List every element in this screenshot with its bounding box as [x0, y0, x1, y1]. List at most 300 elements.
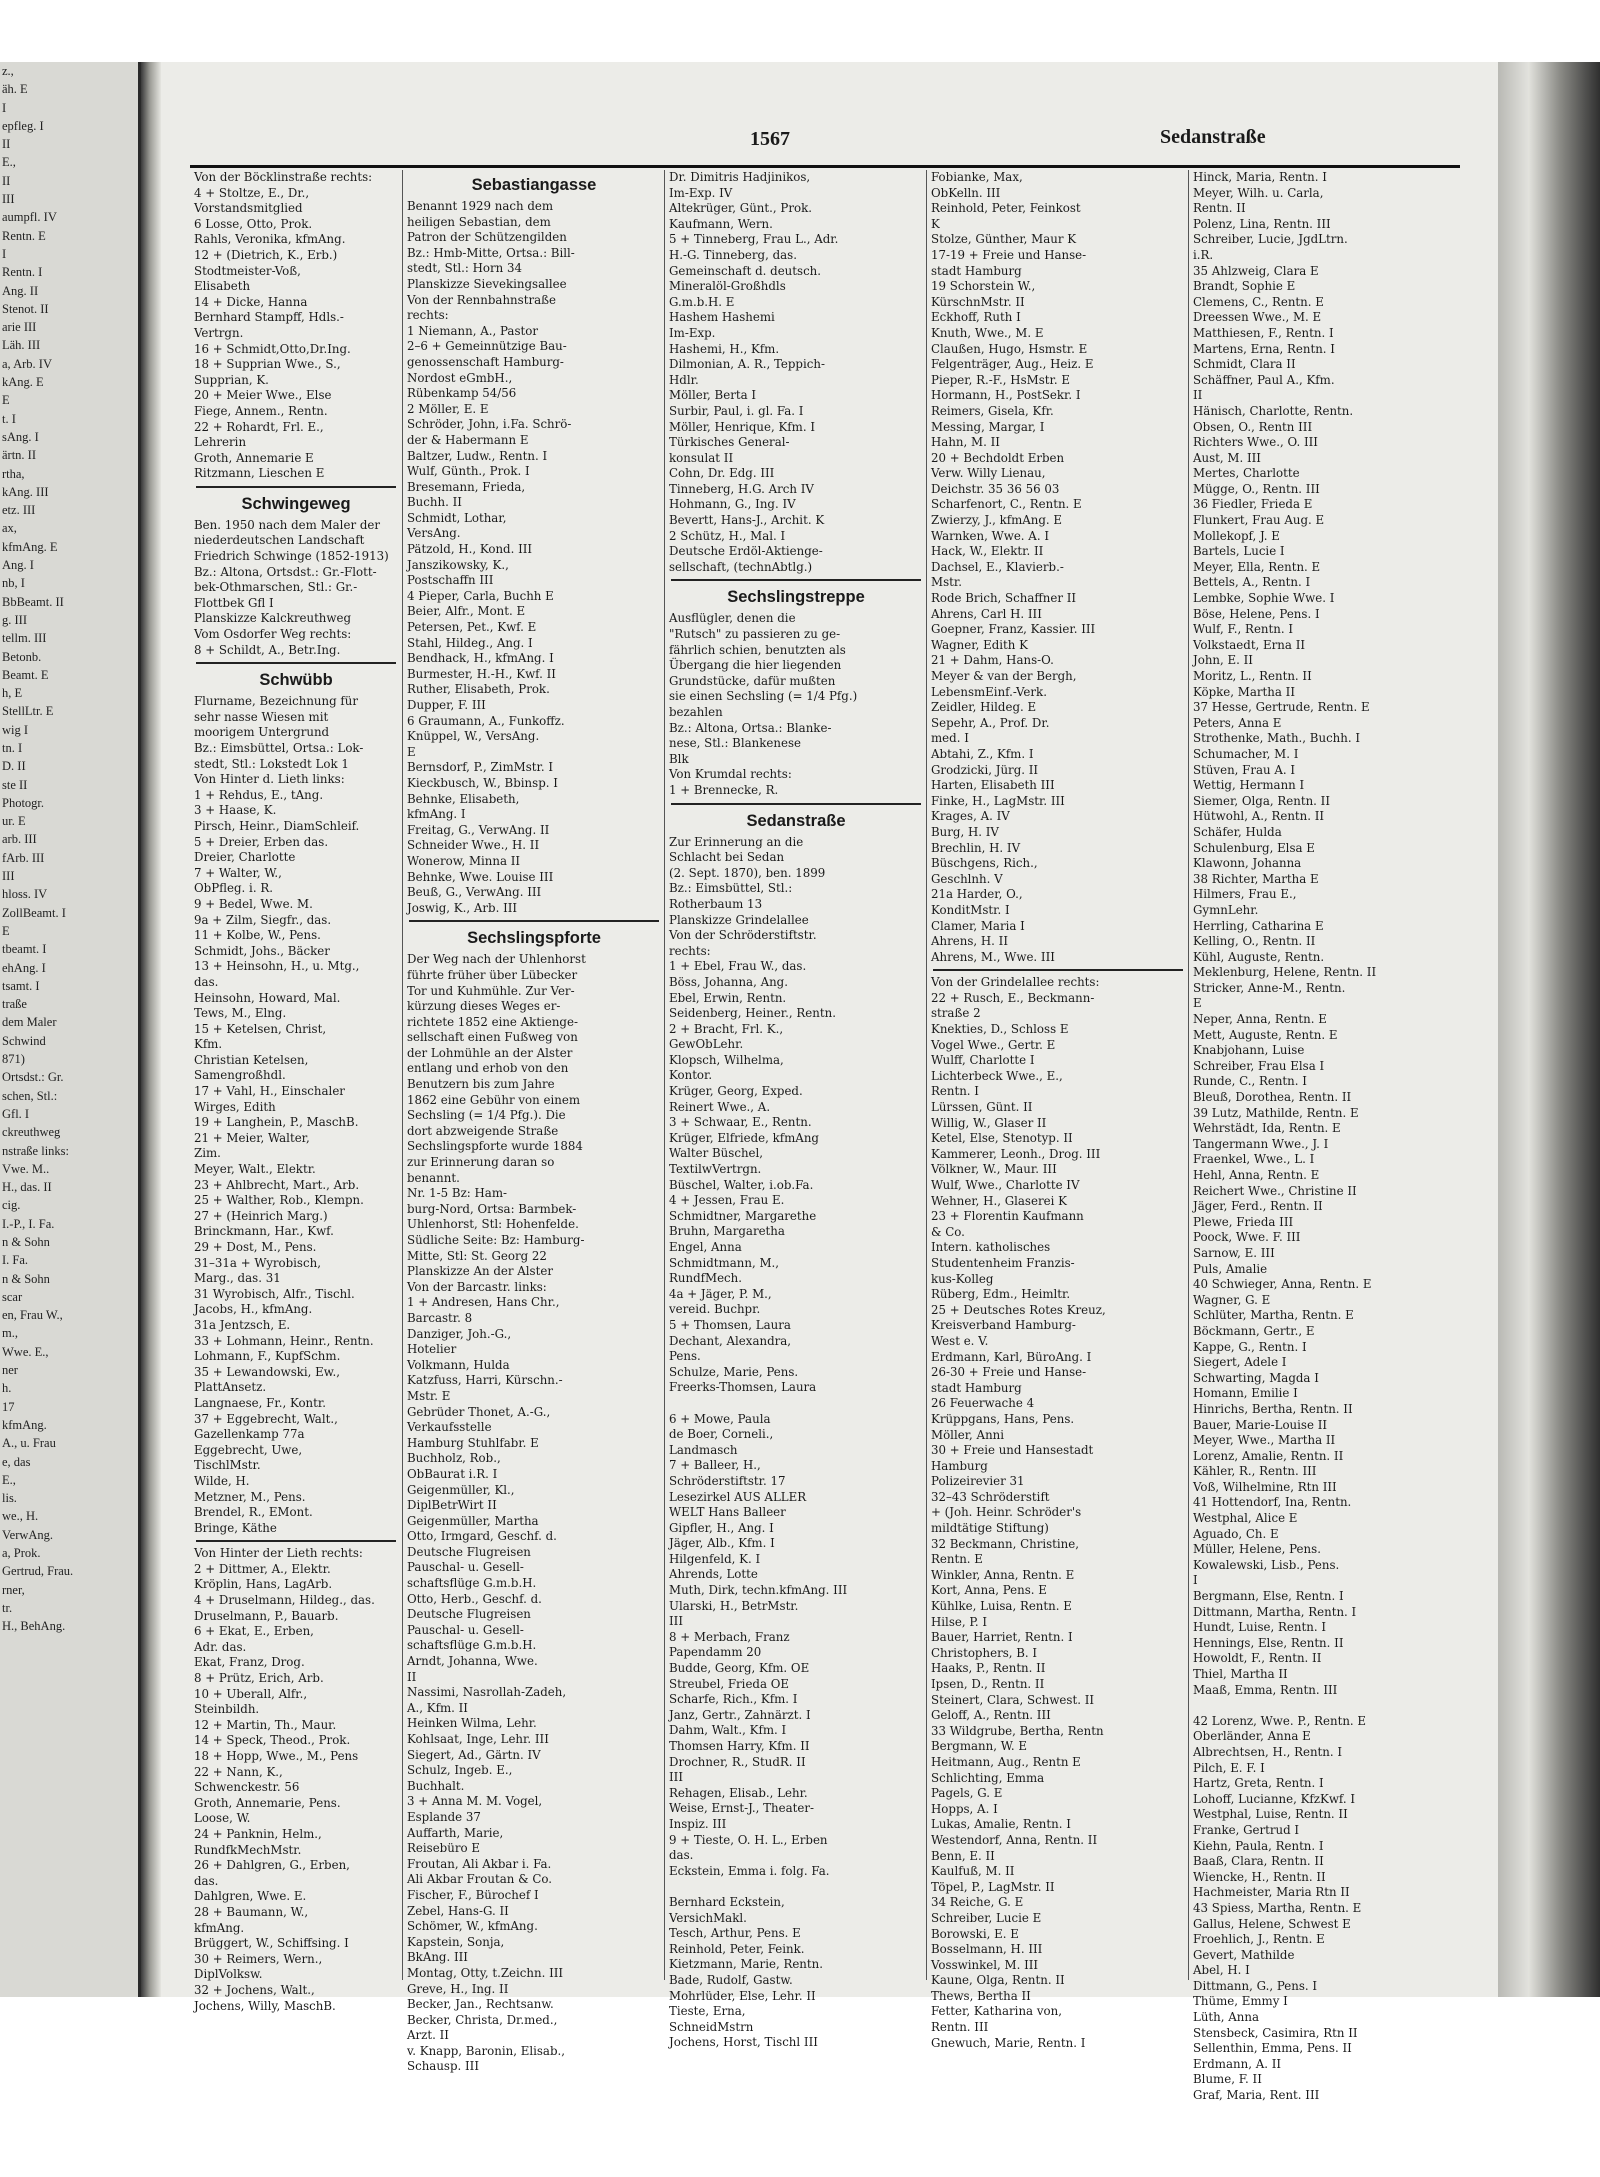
left-page-fragment: Schwind: [2, 1033, 46, 1048]
left-page-fragment: H., BehAng.: [2, 1619, 66, 1634]
directory-line: Von Krumdal rechts:: [669, 767, 792, 782]
directory-line: Bresemann, Frieda,: [407, 479, 526, 494]
directory-line: Von der Barcastr. links:: [407, 1279, 547, 1294]
directory-line: Möller, Henrique, Kfm. I: [669, 419, 815, 434]
directory-line: Stolze, Günther, Maur K: [931, 232, 1077, 247]
directory-line: Rotherbaum 13: [669, 896, 763, 911]
directory-line: Volkstaedt, Erna II: [1193, 637, 1306, 652]
directory-line: Gevert, Mathilde: [1193, 1947, 1295, 1962]
directory-line: Blk: [669, 751, 689, 766]
left-page-fragment: BbBeamt. II: [2, 594, 64, 609]
directory-line: 17 + Vahl, H., Einschaler: [194, 1084, 345, 1099]
left-page-fragment: Gertrud, Frau.: [2, 1564, 74, 1579]
directory-line: Obsen, O., Rentn III: [1193, 419, 1313, 434]
left-page-fragment: e, das: [2, 1454, 31, 1469]
directory-line: Brendel, R., EMont.: [194, 1505, 313, 1520]
directory-line: Gemeinschaft d. deutsch.: [669, 263, 822, 278]
directory-line: Goepner, Franz, Kassier. III: [931, 622, 1096, 637]
directory-line: Felgenträger, Aug., Heiz. E: [931, 357, 1094, 372]
directory-line: Mügge, O., Rentn. III: [1193, 481, 1320, 496]
directory-line: kfmAng.: [194, 1920, 245, 1935]
directory-line: Jacobs, H., kfmAng.: [194, 1302, 313, 1317]
directory-line: II: [407, 1669, 417, 1684]
directory-line: Metzner, M., Pens.: [194, 1489, 306, 1504]
directory-line: Lüth, Anna: [1193, 2010, 1260, 2025]
directory-line: Wilde, H.: [194, 1473, 250, 1488]
directory-line: de Boer, Corneli.,: [669, 1427, 774, 1442]
directory-line: Surbir, Paul, i. gl. Fa. I: [669, 403, 804, 418]
directory-line: Hilmers, Frau E.,: [1193, 887, 1297, 902]
directory-line: Kelling, O., Rentn. II: [1193, 934, 1316, 949]
directory-line: Janz, Gertr., Zahnärzt. I: [669, 1707, 811, 1722]
directory-line: Adr. das.: [194, 1639, 247, 1654]
left-page-fragment: StellLtr. E: [2, 704, 54, 719]
directory-line: [1189, 1698, 1461, 1714]
directory-line: Strothenke, Math., Buchh. I: [1193, 731, 1361, 746]
directory-line: Dechant, Alexandra,: [669, 1333, 792, 1348]
directory-line: Bauer, Harriet, Rentn. I: [931, 1630, 1073, 1645]
directory-line: Dupper, F. III: [407, 698, 486, 712]
directory-line: Abel, H. I: [1193, 1963, 1250, 1978]
page-number: 1567: [750, 128, 790, 150]
directory-line: Benannt 1929 nach dem: [407, 199, 554, 213]
directory-line: Freerks-Thomsen, Laura: [669, 1380, 817, 1395]
directory-line: Lukas, Amalie, Rentn. I: [931, 1817, 1071, 1832]
directory-line: Pätzold, H., Kond. III: [407, 542, 533, 557]
directory-line: Clamer, Maria I: [931, 918, 1025, 933]
directory-line: 8 + Merbach, Franz: [669, 1629, 790, 1644]
directory-line: Hahn, M. II: [931, 435, 1000, 450]
directory-line: Auffarth, Marie,: [407, 1825, 504, 1840]
directory-line: Mstr. E: [407, 1388, 451, 1403]
directory-line: Pagels, G. E: [931, 1786, 1003, 1801]
directory-line: dort abzweigende Straße: [407, 1123, 559, 1138]
directory-line: Wulf, F., Rentn. I: [1193, 622, 1294, 637]
directory-line: Rüberg, Edm., Heimltr.: [931, 1287, 1071, 1302]
directory-line: Schlichting, Emma: [931, 1770, 1045, 1785]
section-rule: [671, 803, 921, 805]
directory-line: 6 + Mowe, Paula: [669, 1411, 771, 1426]
directory-line: GewObLehr.: [669, 1037, 744, 1052]
left-page-fragment: lis.: [2, 1491, 17, 1506]
directory-line: Bz.: Eimsbüttel, Ortsa.: Lok-: [194, 741, 364, 755]
directory-line: Ruther, Elisabeth, Prok.: [407, 682, 550, 697]
directory-line: Siegert, Ad., Gärtn. IV: [407, 1747, 541, 1762]
directory-line: Dilmonian, A. R., Teppich-: [669, 357, 825, 372]
directory-line: 1 + Brennecke, R.: [669, 782, 779, 797]
directory-line: 18 + Hopp, Wwe., M., Pens: [194, 1749, 359, 1763]
directory-line: (2. Sept. 1870), ben. 1899: [669, 865, 826, 880]
directory-line: 17-19 + Freie und Hanse-: [931, 247, 1087, 262]
directory-line: Hütwohl, A., Rentn. II: [1193, 809, 1325, 824]
directory-line: 4 + Jessen, Frau E.: [669, 1193, 785, 1208]
directory-line: Behnke, Wwe. Louise III: [407, 869, 554, 884]
directory-line: Zur Erinnerung an die: [669, 834, 804, 849]
directory-line: 21 + Dahm, Hans-O.: [931, 653, 1054, 668]
directory-line: Burmester, H.-H., Kwf. II: [407, 666, 556, 681]
directory-line: Stricker, Anne-M., Rentn.: [1193, 980, 1346, 995]
left-page-fragment: t. I: [2, 411, 16, 426]
directory-line: sellschaft einen Fußweg von: [407, 1030, 578, 1045]
directory-line: niederdeutschen Landschaft: [194, 533, 365, 548]
directory-line: Hinrichs, Bertha, Rentn. II: [1193, 1401, 1353, 1416]
directory-line: Pens.: [669, 1349, 701, 1364]
directory-line: Runde, C., Rentn. I: [1193, 1074, 1307, 1089]
directory-line: Rode Brich, Schaffner II: [931, 591, 1077, 606]
directory-line: Vosswinkel, M. III: [931, 1957, 1039, 1972]
directory-line: Reinhold, Peter, Feink.: [669, 1941, 805, 1956]
directory-line: Schumacher, M. I: [1193, 746, 1299, 761]
directory-line: 41 Hottendorf, Ina, Rentn.: [1193, 1495, 1352, 1510]
directory-line: PlattAnsetz.: [194, 1380, 267, 1395]
directory-line: Meyer & van der Bergh,: [931, 669, 1077, 683]
left-page-fragment: wig I: [2, 722, 29, 737]
directory-line: Flurname, Bezeichnung für: [194, 694, 359, 709]
directory-line: Bernhard Eckstein,: [669, 1894, 785, 1909]
directory-line: 33 + Lohmann, Heinr., Rentn.: [194, 1333, 374, 1348]
directory-line: 2 + Dittmer, A., Elektr.: [194, 1561, 331, 1576]
book-gutter: [141, 62, 161, 1997]
directory-line: Ekat, Franz, Drog.: [194, 1655, 305, 1670]
directory-line: Bade, Rudolf, Gastw.: [669, 1972, 793, 1987]
directory-line: Weise, Ernst-J., Theater-: [669, 1801, 814, 1816]
directory-line: Becker, Christa, Dr.med.,: [407, 2012, 558, 2027]
left-page-fragment: Ortsdst.: Gr.: [2, 1070, 64, 1085]
directory-line: 11 + Kolbe, W., Pens.: [194, 928, 321, 943]
directory-line: Deutsche Flugreisen: [407, 1607, 531, 1622]
directory-line: Aguado, Ch. E: [1193, 1526, 1279, 1541]
directory-line: K: [931, 216, 940, 231]
directory-line: Deutsche Erdöl-Aktienge-: [669, 544, 823, 559]
directory-line: Bettels, A., Rentn. I: [1193, 575, 1311, 590]
directory-line: Flunkert, Frau Aug. E: [1193, 513, 1325, 528]
directory-line: Beier, Alfr., Mont. E: [407, 604, 526, 619]
directory-line: Barcastr. 8: [407, 1310, 473, 1325]
directory-line: entlang und erhob von den: [407, 1061, 569, 1076]
directory-line: DiplBetrWirt II: [407, 1498, 497, 1513]
directory-line: 36 Fiedler, Frieda E: [1193, 497, 1313, 512]
directory-line: 3 + Haase, K.: [194, 803, 277, 818]
directory-line: Dachsel, E., Klavierb.-: [931, 559, 1064, 574]
directory-line: 37 + Eggebrecht, Walt.,: [194, 1411, 338, 1426]
directory-line: Stodtmeister-Voß,: [194, 263, 301, 278]
directory-line: Polizeirevier 31: [931, 1474, 1025, 1489]
left-page-fragment: nb, I: [2, 576, 25, 591]
directory-line: Kammerer, Leonh., Drog. III: [931, 1146, 1101, 1161]
directory-line: Haaks, P., Rentn. II: [931, 1661, 1046, 1676]
directory-line: Böse, Helene, Pens. I: [1193, 606, 1320, 621]
directory-line: v. Knapp, Baronin, Elisab.,: [407, 2043, 566, 2058]
directory-line: Schulze, Marie, Pens.: [669, 1364, 799, 1379]
directory-line: Steinbildh.: [194, 1702, 260, 1717]
directory-line: Eggebrecht, Uwe,: [194, 1442, 303, 1457]
directory-line: Hopps, A. I: [931, 1801, 998, 1816]
directory-line: Howoldt, F., Rentn. II: [1193, 1651, 1322, 1666]
directory-line: Brandt, Sophie E: [1193, 279, 1296, 294]
directory-line: 8 + Prütz, Erich, Arb.: [194, 1671, 324, 1686]
directory-line: genossenschaft Hamburg-: [407, 354, 564, 369]
directory-line: Rentn. I: [931, 1084, 979, 1099]
directory-line: KürschnMstr. II: [931, 294, 1025, 309]
directory-line: Fischer, F., Bürochef I: [407, 1887, 539, 1902]
directory-line: 31–31a + Wyrobisch,: [194, 1255, 321, 1270]
left-page-fragment: rtha,: [2, 466, 25, 481]
directory-line: Wonerow, Minna II: [407, 853, 521, 868]
directory-line: 29 + Dost, M., Pens.: [194, 1240, 317, 1254]
directory-line: Hennings, Else, Rentn. II: [1193, 1635, 1344, 1650]
directory-line: Schmidt, Lothar,: [407, 510, 507, 525]
directory-line: Schreiber, Lucie, JgdLtrn.: [1193, 232, 1348, 247]
directory-line: Dahm, Walt., Kfm. I: [669, 1723, 787, 1738]
directory-line: 4 Pieper, Carla, Buchh E: [407, 588, 554, 603]
directory-line: Walter Büschel,: [669, 1146, 764, 1161]
directory-line: Wulf, Günth., Prok. I: [407, 464, 530, 479]
directory-line: Brinckmann, Har., Kwf.: [194, 1224, 334, 1239]
left-page-fragment: E.,: [2, 155, 16, 170]
directory-line: Moritz, L., Rentn. II: [1193, 669, 1312, 683]
directory-line: Büschel, Walter, i.ob.Fa.: [669, 1177, 814, 1192]
left-page-fragment: g. III: [2, 612, 27, 627]
directory-line: Ritzmann, Lieschen E: [194, 466, 325, 481]
directory-line: 21a Harder, O.,: [931, 887, 1023, 902]
directory-line: Schulz, Ingeb. E.,: [407, 1763, 513, 1778]
directory-line: Hormann, H., PostSekr. I: [931, 388, 1081, 403]
directory-line: Kowalewski, Lisb., Pens.: [1193, 1557, 1340, 1572]
directory-line: führte früher über Lübecker: [407, 967, 578, 982]
directory-line: Westphal, Luise, Rentn. II: [1193, 1807, 1348, 1822]
directory-line: Plewe, Frieda III: [1193, 1214, 1294, 1229]
directory-line: Kühlke, Luisa, Rentn. E: [931, 1599, 1072, 1614]
directory-line: Meyer, Wilh. u. Carla,: [1193, 185, 1324, 200]
directory-line: Matthiesen, F., Rentn. I: [1193, 325, 1334, 340]
left-page-fragment: kAng. III: [2, 484, 49, 499]
directory-line: Hashemi, H., Kfm.: [669, 341, 780, 356]
directory-line: Eckstein, Emma i. folg. Fa.: [669, 1863, 830, 1878]
directory-line: Westphal, Alice E: [1193, 1511, 1298, 1526]
directory-line: Supprian, K.: [194, 372, 269, 387]
directory-line: Tinneberg, H.G. Arch IV: [669, 481, 814, 496]
directory-line: Schwenckestr. 56: [194, 1780, 300, 1795]
directory-line: Dreessen Wwe., M. E: [1193, 310, 1322, 325]
directory-line: Verw. Willy Lienau,: [931, 466, 1046, 481]
directory-line: kürzung dieses Weges er-: [407, 999, 561, 1014]
directory-line: Friedrich Schwinge (1852-1913): [194, 549, 389, 564]
directory-line: Hänisch, Charlotte, Rentn.: [1193, 403, 1354, 418]
directory-line: Von der Schröderstiftstr.: [669, 928, 817, 943]
directory-line: III: [669, 1614, 683, 1629]
left-page-fragment: n & Sohn: [2, 1235, 50, 1249]
section-rule: [196, 486, 396, 488]
directory-line: Cohn, Dr. Edg. III: [669, 466, 775, 481]
directory-line: Groth, Annemarie E: [194, 450, 314, 465]
directory-line: Übergang die hier liegenden: [669, 658, 842, 673]
directory-line: Thews, Bertha II: [931, 1988, 1031, 2003]
directory-line: Pauschal- u. Gesell-: [407, 1622, 524, 1637]
directory-line: Türkisches General-: [669, 435, 790, 450]
directory-line: Mitte, Stl: St. Georg 22: [407, 1248, 547, 1263]
directory-line: 26 Feuerwache 4: [931, 1396, 1035, 1411]
street-heading: Sechslingstreppe: [727, 588, 865, 607]
directory-line: Winkler, Anna, Rentn. E: [931, 1567, 1075, 1582]
directory-line: der & Habermann E: [407, 432, 529, 447]
left-page-fragment: H., das. II: [2, 1180, 52, 1195]
directory-line: Altekrüger, Günt., Prok.: [669, 201, 812, 216]
directory-line: Otto, Herb., Geschf. d.: [407, 1591, 542, 1606]
left-page-fragment: aumpfl. IV: [2, 210, 57, 225]
directory-line: Kontor.: [669, 1068, 713, 1083]
directory-line: Mett, Auguste, Rentn. E: [1193, 1027, 1338, 1042]
directory-line: 5 + Tinneberg, Frau L., Adr.: [669, 232, 839, 247]
directory-line: Wiencke, H., Rentn. II: [1193, 1869, 1326, 1884]
left-page-fragment: I.-P., I. Fa.: [2, 1216, 55, 1231]
directory-line: H.-G. Tinneberg, das.: [669, 247, 797, 262]
directory-line: Nr. 1-5 Bz: Ham-: [407, 1186, 508, 1201]
left-page-fragment: 17: [2, 1399, 15, 1414]
directory-line: Franke, Gertrud I: [1193, 1822, 1300, 1837]
directory-line: Meyer, Walt., Elektr.: [194, 1162, 316, 1177]
directory-line: Schömer, W., kfmAng.: [407, 1919, 538, 1934]
directory-line: Ben. 1950 nach dem Maler der: [194, 517, 381, 532]
directory-line: 7 + Walter, W.,: [194, 865, 282, 880]
directory-line: 1 + Andresen, Hans Chr.,: [407, 1295, 560, 1310]
left-page-fragment: arie III: [2, 320, 37, 335]
directory-line: 1 Niemann, A., Pastor: [407, 323, 538, 338]
directory-line: Im-Exp.: [669, 325, 716, 340]
directory-line: Pieper, R.-F., HsMstr. E: [931, 372, 1070, 387]
left-page-fragment: tr.: [2, 1600, 13, 1615]
directory-line: Schäffner, Paul A., Kfm.: [1193, 372, 1335, 387]
left-page-fragment: Läh. III: [2, 338, 41, 353]
column-2: [402, 170, 665, 2074]
directory-line: Schulenburg, Elsa E: [1193, 840, 1315, 855]
left-page-fragment: traße: [2, 997, 27, 1012]
directory-line: Froutan, Ali Akbar i. Fa.: [407, 1856, 552, 1871]
directory-line: Schausp. III: [407, 2059, 480, 2074]
directory-line: Heinsohn, Howard, Mal.: [194, 990, 341, 1005]
directory-line: Geigenmüller, Martha: [407, 1513, 539, 1528]
directory-line: Martens, Erna, Rentn. I: [1193, 341, 1335, 356]
left-page-fragment: Ang. I: [2, 558, 34, 573]
left-page-fragment: VerwAng.: [2, 1527, 54, 1542]
directory-line: Lohmann, F., KupfSchm.: [194, 1349, 341, 1364]
directory-line: Reinert Wwe., A.: [669, 1099, 771, 1114]
directory-line: Klopsch, Wilhelma,: [669, 1052, 784, 1067]
directory-line: 21 + Meier, Walter,: [194, 1130, 310, 1145]
directory-line: Ahrens, H. II: [931, 934, 1008, 949]
directory-line: Heitmann, Aug., Rentn E: [931, 1754, 1081, 1769]
directory-line: Buchhalt.: [407, 1778, 465, 1793]
directory-line: DiplVolksw.: [194, 1967, 263, 1982]
directory-line: Reimers, Gisela, Kfr.: [931, 403, 1054, 418]
directory-line: rechts:: [407, 308, 449, 323]
directory-line: sellschaft, (technAbtlg.): [669, 559, 813, 574]
directory-line: Ularski, H., BetrMstr.: [669, 1598, 799, 1613]
directory-line: Fobianke, Max,: [931, 170, 1023, 184]
directory-line: burg-Nord, Ortsa: Barmbek-: [407, 1201, 577, 1216]
directory-line: Schäfer, Hulda: [1193, 824, 1282, 839]
directory-line: Wettig, Hermann I: [1193, 778, 1305, 793]
directory-line: 5 + Thomsen, Laura: [669, 1317, 791, 1332]
directory-line: 31 Wyrobisch, Alfr., Tischl.: [194, 1286, 355, 1301]
directory-line: Kähler, R., Rentn. III: [1193, 1464, 1317, 1479]
directory-line: III: [669, 1770, 683, 1785]
directory-line: Benutzern bis zum Jahre: [407, 1077, 555, 1092]
directory-line: Elisabeth: [194, 279, 251, 294]
street-heading: Schwübb: [259, 671, 333, 690]
directory-line: stedt, Stl.: Horn 34: [407, 261, 523, 276]
directory-line: Ahrens, Carl H. III: [931, 606, 1042, 621]
directory-line: Büschgens, Rich.,: [931, 856, 1038, 871]
section-rule: [196, 1540, 396, 1542]
directory-line: Claußen, Hugo, Hsmstr. E: [931, 341, 1088, 356]
directory-line: Joswig, K., Arb. III: [407, 900, 518, 915]
section-rule: [671, 579, 921, 581]
left-page-fragment: cig.: [2, 1198, 21, 1213]
directory-line: 35 Ahlzweig, Clara E: [1193, 263, 1319, 278]
directory-line: Blume, F. II: [1193, 2072, 1262, 2087]
directory-line: [665, 1879, 927, 1895]
directory-line: Meyer, Wwe., Martha II: [1193, 1433, 1336, 1448]
directory-line: der Lohmühle an der Alster: [407, 1045, 573, 1060]
directory-line: Kaufmann, Wern.: [669, 216, 773, 231]
directory-line: kfmAng. I: [407, 807, 466, 822]
left-page-fragment: I. Fa.: [2, 1253, 29, 1268]
left-page-fragment: kfmAng. E: [2, 539, 58, 554]
directory-line: Planskizze An der Alster: [407, 1264, 553, 1279]
directory-line: Lehrerin: [194, 435, 247, 450]
directory-line: Wulff, Charlotte I: [931, 1053, 1035, 1068]
directory-line: bezahlen: [669, 705, 723, 719]
directory-line: 9 + Bedel, Wwe. M.: [194, 896, 313, 911]
directory-line: Baltzer, Ludw., Rentn. I: [407, 448, 548, 463]
directory-line: Wirges, Edith: [194, 1099, 276, 1114]
directory-line: Hamburg Stuhlfabr. E: [407, 1435, 539, 1450]
directory-line: Dr. Dimitris Hadjinikos,: [669, 170, 811, 184]
directory-line: 39 Lutz, Mathilde, Rentn. E: [1193, 1105, 1359, 1120]
directory-line: 43 Spiess, Martha, Rentn. E: [1193, 1900, 1362, 1915]
directory-line: Gipfler, H., Ang. I: [669, 1520, 774, 1535]
column-3: [664, 170, 927, 2050]
directory-line: stedt, Stl.: Lokstedt Lok 1: [194, 756, 349, 771]
directory-line: Hamburg: [931, 1458, 988, 1473]
left-page-fragment: Wwe. E.,: [2, 1344, 49, 1359]
directory-line: Pilch, E. F. I: [1193, 1760, 1265, 1775]
directory-line: Bleuß, Dorothea, Rentn. II: [1193, 1090, 1352, 1105]
directory-line: Herrling, Catharina E: [1193, 918, 1324, 933]
left-page-fragment: fArb. III: [2, 850, 45, 865]
directory-line: KonditMstr. I: [931, 902, 1010, 917]
left-page-fragment: rner,: [2, 1582, 25, 1597]
directory-line: Bruhn, Margaretha: [669, 1224, 785, 1239]
left-facing-page: [0, 62, 141, 1997]
directory-line: Montag, Otty, t.Zeichn. III: [407, 1965, 564, 1980]
left-page-fragment: ur. E: [2, 814, 26, 829]
directory-line: 3 + Anna M. M. Vogel,: [407, 1794, 543, 1809]
directory-line: Maaß, Emma, Rentn. III: [1193, 1682, 1338, 1697]
directory-line: Gazellenkamp 77a: [194, 1427, 305, 1442]
left-page-fragment: z.,: [2, 64, 14, 78]
directory-line: 23 + Ahlbrecht, Mart., Arb.: [194, 1177, 360, 1192]
directory-line: 18 + Supprian Wwe., S.,: [194, 357, 341, 372]
directory-line: Eckhoff, Ruth I: [931, 310, 1021, 325]
directory-line: sehr nasse Wiesen mit: [194, 709, 329, 724]
directory-line: Krüger, Elfriede, kfmAng: [669, 1130, 819, 1145]
directory-line: Krüger, Georg, Exped.: [669, 1084, 803, 1099]
left-page-fragment: ärtn. II: [2, 448, 37, 463]
left-page-fragment: 871): [2, 1052, 25, 1067]
left-page-fragment: h.: [2, 1381, 12, 1396]
directory-line: Kühl, Auguste, Rentn.: [1193, 949, 1325, 964]
